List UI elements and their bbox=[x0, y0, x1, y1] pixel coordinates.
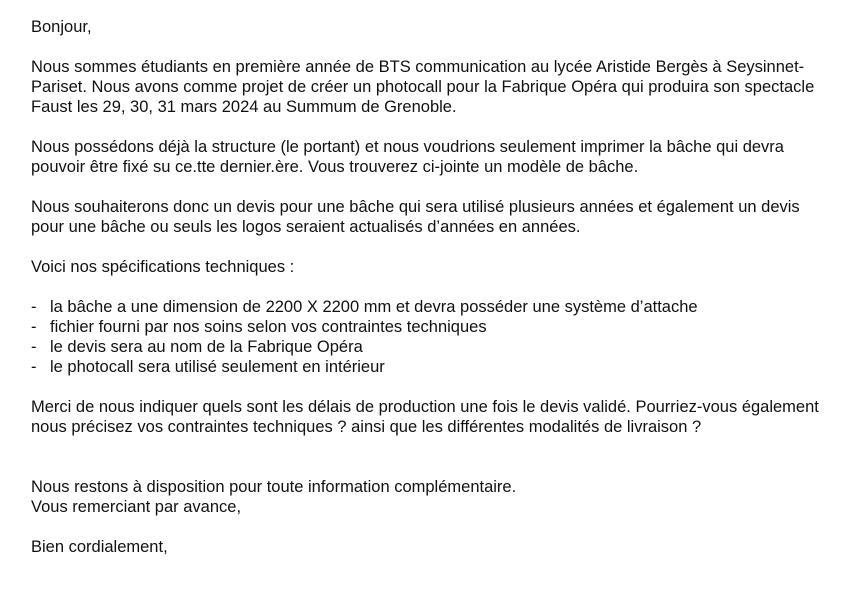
dash-marker: - bbox=[31, 298, 37, 316]
closing-line: Bien cordialement, bbox=[31, 538, 168, 556]
structure-paragraph: Nous possédons déjà la structure (le portant) et nous voudrions seulement imprimer la bâche qui devra pouvoir être fixé su ce.tte dernier.ère. Vous trouverez ci-jointe un modèle de bâche. bbox=[31, 138, 784, 176]
list-item: - le photocall sera utilisé seulement en intérieur bbox=[31, 358, 385, 376]
list-item: - fichier fourni par nos soins selon vos contraintes techniques bbox=[31, 318, 487, 336]
specs-list bbox=[31, 297, 830, 377]
list-item: - la bâche a une dimension de 2200 X 2200 mm et devra posséder une système d’attache bbox=[31, 298, 698, 316]
dash-marker: - bbox=[31, 338, 37, 356]
questions-paragraph: Merci de nous indiquer quels sont les délais de production une fois le devis validé. Pourriez-vous également nous précisez vos contraintes techniques ? ainsi que les différentes modalités de livraison ? bbox=[31, 398, 819, 436]
dash-marker: - bbox=[31, 358, 37, 376]
list-item: - le devis sera au nom de la Fabrique Opéra bbox=[31, 338, 363, 356]
request-paragraph: Nous souhaiterons donc un devis pour une bâche qui sera utilisé plusieurs années et également un devis pour une bâche ou seuls les logos seraient actualisés d’années en années. bbox=[31, 198, 800, 236]
intro-paragraph: Nous sommes étudiants en première année de BTS communication au lycée Aristide Bergès à Seysinnet-Pariset. Nous avons comme projet de créer un photocall pour la Fabrique Opéra qui produira son spectacle Faust les 29, 30, 31 mars 2024 au Summum de Grenoble. bbox=[31, 58, 815, 116]
dash-marker: - bbox=[31, 318, 37, 336]
specs-intro: Voici nos spécifications techniques : bbox=[31, 258, 295, 276]
availability-line: Nous restons à disposition pour toute information complémentaire. Vous remerciant par avance, bbox=[31, 477, 830, 517]
greeting: Bonjour, bbox=[31, 18, 92, 36]
thanks-line: Vous remerciant par avance, bbox=[31, 498, 242, 516]
